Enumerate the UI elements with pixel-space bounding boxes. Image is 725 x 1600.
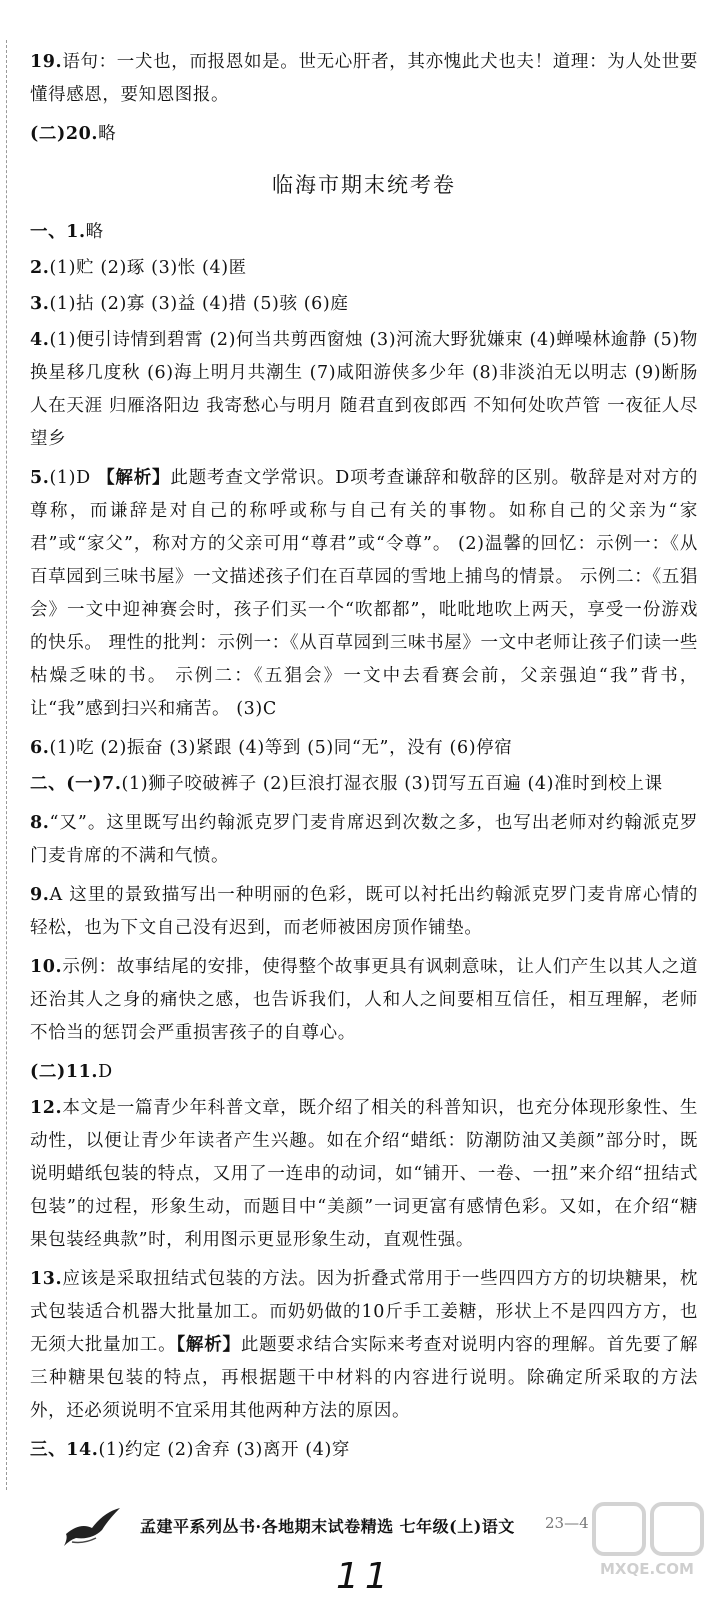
answer-content (30, 46, 698, 1470)
question-number: 9. (30, 885, 50, 905)
answer-item (30, 1056, 698, 1089)
answer-text: 语句：一犬也，而报恩如是。世无心肝者，其亦愧此犬也夫！道理：为人处世要懂得感恩，要知恩图报。 (30, 52, 698, 105)
analysis-tag: 【解析】 (176, 1335, 241, 1355)
answer-item (30, 252, 698, 285)
answer-text: 略 (98, 124, 117, 144)
question-number: 19. (30, 52, 63, 72)
analysis-tag: 【解析】 (97, 468, 171, 488)
watermark-stamp-icon (590, 1498, 710, 1558)
answer-text: 应该是采取扭结式包装的方法。因为折叠式常用于一些四四方方的切块糖果，枕式包装适合机器大批量加工。而奶奶做的10斤手工姜糖，形状上不是四四方方，也无须大批量加工。 (30, 1269, 698, 1355)
question-number: 13. (30, 1269, 63, 1289)
footer-page-code: 23—4 (545, 1514, 589, 1532)
question-number: 6. (30, 738, 50, 758)
watermark-logo (590, 1498, 710, 1588)
section-title: 临海市期末统考卷 (272, 173, 456, 197)
answer-item (30, 1434, 698, 1467)
question-number: 二、(一)7. (30, 774, 122, 794)
answer-text: (1)拈 (2)寡 (3)益 (4)措 (5)骇 (6)庭 (49, 294, 349, 314)
answer-item (30, 768, 698, 801)
answer-item (30, 1092, 698, 1257)
answer-text: (1)吃 (2)振奋 (3)紧跟 (4)等到 (5)同“无”，没有 (6)停宿 (49, 738, 513, 758)
answer-text: “又”。这里既写出约翰派克罗门麦肯席迟到次数之多，也写出老师对约翰派克罗门麦肯席的不满和气愤。 (30, 813, 698, 866)
footer-series-title: 孟建平系列丛书·各地期末试卷精选 七年级(上)语文 (140, 1517, 515, 1536)
answer-item (30, 216, 698, 249)
answer-text: (1)便引诗情到碧霄 (2)何当共剪西窗烛 (3)河流大野犹嫌束 (4)蝉噪林逾静 (5)物换星移几度秋 (6)海上明月共潮生 (7)咸阳游侠多少年 (8)非淡泊无以明志 (9)断肠人在天涯 归雁洛阳边 我寄愁心与明月 随君直到夜郎西 不知何处吹芦管 一夜征人尽望乡 (30, 330, 698, 449)
swallow-logo-icon (62, 1504, 122, 1548)
answer-text: (1)狮子咬破裤子 (2)巨浪打湿衣服 (3)罚写五百遍 (4)准时到校上课 (121, 774, 663, 794)
answer-text: D (98, 1062, 113, 1082)
answer-item (30, 462, 698, 726)
answer-text: 示例：故事结尾的安排，使得整个故事更具有讽刺意味，让人们产生以其人之道还治其人之身的痛快之感，也告诉我们，人和人之间要相互信任，相互理解，老师不恰当的惩罚会严重损害孩子的自尊心。 (30, 957, 698, 1043)
answer-item (30, 1263, 698, 1428)
question-number: 5. (30, 468, 50, 488)
question-number: (二)11. (30, 1062, 99, 1082)
answer-text: (1)约定 (2)舍弃 (3)离开 (4)穿 (98, 1440, 350, 1460)
question-number: 3. (30, 294, 50, 314)
answer-item (30, 951, 698, 1050)
answer-text: A 这里的景致描写出一种明丽的色彩，既可以衬托出约翰派克罗门麦肯席心情的轻松，也为下文自己没有迟到，而老师被困房顶作铺垫。 (30, 885, 698, 938)
answer-item (30, 324, 698, 456)
answer-q20 (30, 118, 698, 151)
question-number: 8. (30, 813, 50, 833)
answer-text: 此题考查文学常识。D项考查谦辞和敬辞的区别。敬辞是对对方的尊称，而谦辞是对自己的称呼或称与自己有关的事物。如称自己的父亲为“家君”或“家父”，称对方的父亲可用“尊君”或“令尊”。 (2)温馨的回忆：示例一：《从百草园到三味书屋》一文描述孩子们在百草园的雪地上捕鸟的情景。 示例二：《五猖会》一文中迎神赛会时，孩子们买一个“吹都都”，吡吡地吹上两天，享受一份游戏的快乐。 理性的批判：示例一：《从百草园到三味书屋》一文中老师让孩子们读一些枯燥乏味的书。 示例二：《五猖会》一文中去看赛会前，父亲强迫“我”背书，让“我”感到扫兴和痛苦。 (3)C (30, 468, 698, 719)
handwritten-page-number: 11 (336, 1556, 394, 1597)
answer-item (30, 732, 698, 765)
question-number: 12. (30, 1098, 63, 1118)
answer-item (30, 288, 698, 321)
answer-item (30, 807, 698, 873)
question-number: 4. (30, 330, 50, 350)
analysis-text: 此题要求结合实际来考查对说明内容的理解。首先要了解三种糖果包装的特点，再根据题干中材料的内容进行说明。除确定所采取的方法外，还必须说明不宜采用其他两种方法的原因。 (30, 1335, 698, 1421)
question-number: 10. (30, 957, 63, 977)
answer-text: (1)贮 (2)琢 (3)怅 (4)匿 (49, 258, 247, 278)
binding-line (6, 40, 9, 1490)
question-number: (二)20. (30, 124, 99, 144)
question-number: 一、1. (30, 222, 86, 242)
watermark-text: MXQE.COM (600, 1560, 694, 1578)
answer-item (30, 879, 698, 945)
question-number: 2. (30, 258, 50, 278)
answer-text: 本文是一篇青少年科普文章，既介绍了相关的科普知识，也充分体现形象性、生动性，以便让青少年读者产生兴趣。如在介绍“蜡纸：防潮防油又美颜”部分时，既说明蜡纸包装的特点，又用了一连串的动词，如“铺开、一卷、一扭”来介绍“扭结式包装”的过程，形象生动，而题目中“美颜”一词更富有感情色彩。又如，在介绍“糖果包装经典款”时，利用图示更显形象生动，直观性强。 (30, 1098, 698, 1250)
answer-q19 (30, 46, 698, 112)
answer-text: 略 (85, 222, 104, 242)
answer-choice: (1)D (49, 468, 98, 488)
question-number: 三、14. (30, 1440, 99, 1460)
